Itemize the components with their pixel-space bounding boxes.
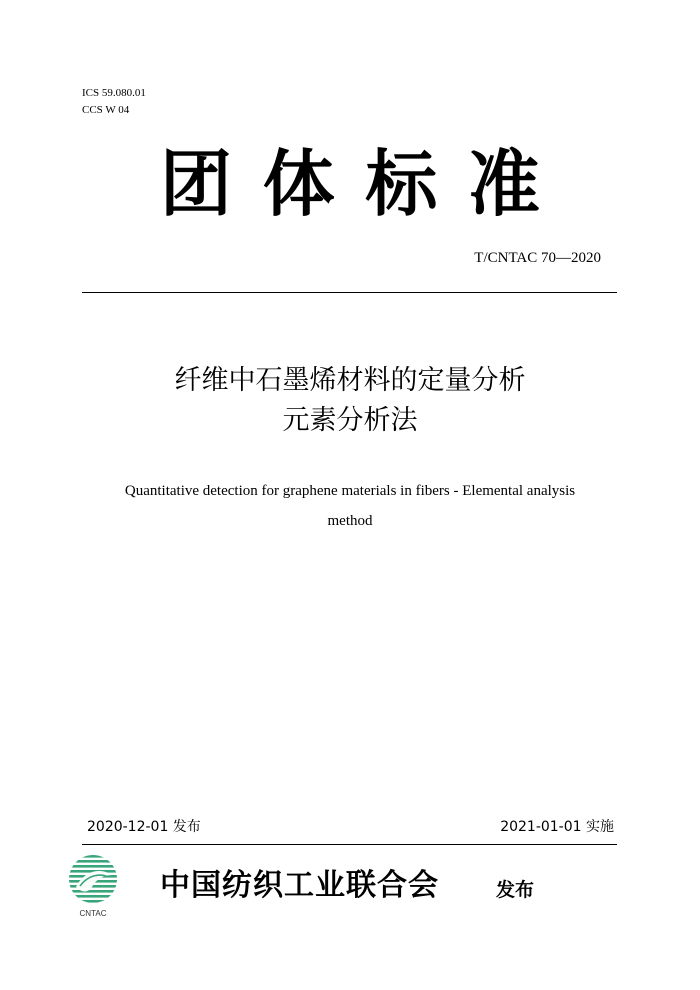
implementation-date: 2021-01-01 实施: [500, 819, 614, 835]
title-en-line-2: method: [327, 513, 373, 529]
standard-type-char-1: 团: [160, 141, 233, 226]
title-cn-line-1: 纤维中石墨烯材料的定量分析: [174, 365, 526, 396]
bottom-divider: [82, 844, 617, 845]
top-divider: [82, 292, 617, 293]
cntac-globe-logo-icon: [66, 853, 122, 919]
ccs-code: CCS W 04: [82, 104, 130, 116]
cntac-logo: [66, 853, 122, 919]
standard-type-char-4: 准: [467, 141, 540, 226]
publish-label: 发布: [496, 879, 535, 901]
title-en-line-1: Quantitative detection for graphene materials in fibers - Elemental analysis: [124, 483, 576, 499]
issue-date: 2020-12-01 发布: [87, 819, 201, 835]
ics-code: ICS 59.080.01: [82, 87, 146, 99]
standard-number: T/CNTAC 70—2020: [474, 250, 601, 266]
standard-type-char-2: 体: [262, 141, 335, 226]
standard-type-char-3: 标: [365, 141, 438, 226]
title-cn-line-2: 元素分析法: [282, 405, 418, 436]
issuing-organization: 中国纺织工业联合会: [160, 868, 439, 903]
logo-label: CNTAC: [79, 909, 107, 918]
standard-type-heading: [160, 136, 540, 232]
